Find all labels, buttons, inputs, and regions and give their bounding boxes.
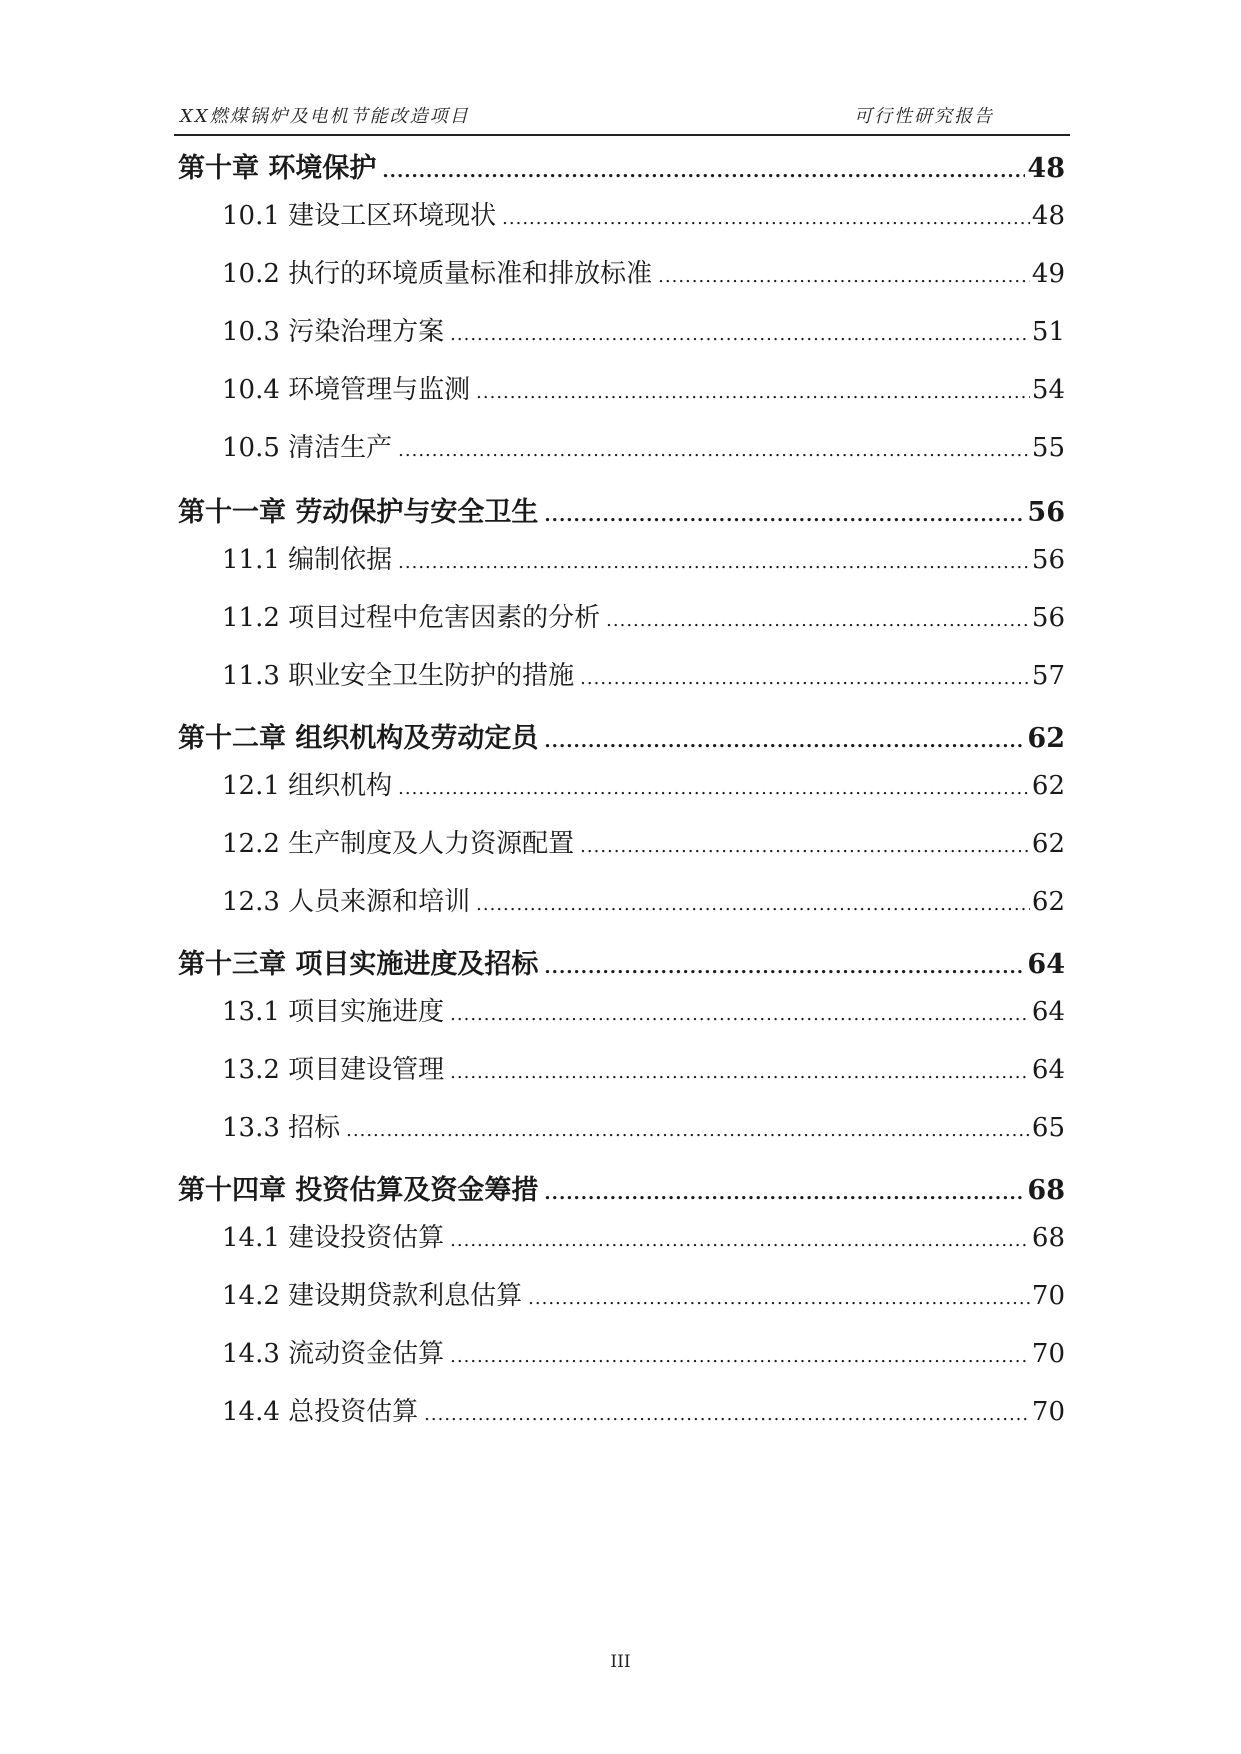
dot-leader	[606, 603, 1030, 633]
dot-leader	[502, 201, 1030, 231]
toc-section-entry[interactable]	[222, 597, 1065, 633]
toc-section-entry[interactable]	[222, 253, 1065, 289]
dot-leader	[346, 1113, 1030, 1143]
dot-leader	[450, 997, 1030, 1027]
toc-entry-page: 55	[1031, 433, 1065, 463]
toc-entry-title: 第十三章 项目实施进度及招标	[178, 949, 539, 980]
toc-entry-title: 14.1 建设投资估算	[222, 1223, 445, 1253]
toc-entry-title: 11.1 编制依据	[222, 545, 393, 575]
dot-leader	[424, 1397, 1030, 1427]
dot-leader	[398, 433, 1030, 463]
dot-leader	[476, 375, 1030, 405]
toc-chapter-entry[interactable]	[178, 942, 1065, 978]
toc-entry-title: 第十章 环境保护	[178, 153, 377, 184]
toc-entry-page: 70	[1031, 1397, 1065, 1427]
toc-entry-page: 70	[1031, 1281, 1065, 1311]
toc-entry-page: 62	[1031, 829, 1065, 859]
dot-leader	[450, 317, 1030, 347]
toc-entry-title: 13.1 项目实施进度	[222, 997, 445, 1027]
toc-entry-title: 14.2 建设期贷款利息估算	[222, 1281, 523, 1311]
toc-entry-title: 第十四章 投资估算及资金筹措	[178, 1175, 539, 1206]
toc-entry-page: 48	[1027, 153, 1065, 184]
toc-entry-page: 62	[1027, 723, 1065, 754]
toc-entry-page: 62	[1031, 887, 1065, 917]
toc-entry-page: 56	[1031, 545, 1065, 575]
toc-entry-title: 第十一章 劳动保护与安全卫生	[178, 497, 539, 528]
toc-entry-page: 64	[1031, 1055, 1065, 1085]
toc-section-entry[interactable]	[222, 765, 1065, 801]
toc-entry-title: 10.1 建设工区环境现状	[222, 201, 497, 231]
toc-entry-page: 65	[1031, 1113, 1065, 1143]
toc-entry-title: 14.3 流动资金估算	[222, 1339, 445, 1369]
toc-entry-title: 13.2 项目建设管理	[222, 1055, 445, 1085]
toc-entry-page: 64	[1031, 997, 1065, 1027]
dot-leader	[658, 259, 1030, 289]
toc-entry-title: 10.2 执行的环境质量标准和排放标准	[222, 259, 653, 289]
toc-entry-page: 51	[1031, 317, 1065, 347]
toc-entry-title: 11.3 职业安全卫生防护的措施	[222, 661, 575, 691]
toc-chapter-entry[interactable]	[178, 146, 1065, 182]
header-report-type: 可行性研究报告	[854, 106, 994, 127]
toc-entry-title: 10.5 清洁生产	[222, 433, 393, 463]
toc-section-entry[interactable]	[222, 655, 1065, 691]
toc-section-entry[interactable]	[222, 369, 1065, 405]
dot-leader	[544, 497, 1025, 528]
toc-section-entry[interactable]	[222, 195, 1065, 231]
toc-entry-title: 14.4 总投资估算	[222, 1397, 419, 1427]
toc-entry-page: 54	[1031, 375, 1065, 405]
header-project-title: XX燃煤锅炉及电机节能改造项目	[180, 106, 470, 127]
toc-entry-title: 12.3 人员来源和培训	[222, 887, 471, 917]
toc-section-entry[interactable]	[222, 823, 1065, 859]
toc-chapter-entry[interactable]	[178, 716, 1065, 752]
toc-section-entry[interactable]	[222, 1217, 1065, 1253]
toc-entry-page: 70	[1031, 1339, 1065, 1369]
toc-entry-page: 68	[1031, 1223, 1065, 1253]
toc-section-entry[interactable]	[222, 311, 1065, 347]
dot-leader	[398, 545, 1030, 575]
toc-entry-title: 13.3 招标	[222, 1113, 341, 1143]
dot-leader	[382, 153, 1025, 184]
toc-entry-page: 64	[1027, 949, 1065, 980]
toc-entry-title: 10.4 环境管理与监测	[222, 375, 471, 405]
toc-section-entry[interactable]	[222, 539, 1065, 575]
toc-entry-page: 57	[1031, 661, 1065, 691]
dot-leader	[544, 1175, 1025, 1206]
toc-section-entry[interactable]	[222, 881, 1065, 917]
toc-entry-page: 56	[1027, 497, 1065, 528]
toc-entry-page: 62	[1031, 771, 1065, 801]
toc-entry-title: 11.2 项目过程中危害因素的分析	[222, 603, 601, 633]
toc-section-entry[interactable]	[222, 1333, 1065, 1369]
toc-entry-title: 12.1 组织机构	[222, 771, 393, 801]
toc-entry-page: 68	[1027, 1175, 1065, 1206]
toc-section-entry[interactable]	[222, 1275, 1065, 1311]
dot-leader	[544, 723, 1025, 754]
dot-leader	[450, 1223, 1030, 1253]
toc-entry-title: 第十二章 组织机构及劳动定员	[178, 723, 539, 754]
toc-entry-page: 49	[1031, 259, 1065, 289]
dot-leader	[398, 771, 1030, 801]
toc-chapter-entry[interactable]	[178, 1168, 1065, 1204]
dot-leader	[544, 949, 1025, 980]
dot-leader	[476, 887, 1030, 917]
dot-leader	[450, 1339, 1030, 1369]
toc-section-entry[interactable]	[222, 1391, 1065, 1427]
toc-section-entry[interactable]	[222, 1107, 1065, 1143]
toc-entry-page: 56	[1031, 603, 1065, 633]
dot-leader	[580, 661, 1030, 691]
toc-chapter-entry[interactable]	[178, 490, 1065, 526]
running-header	[174, 100, 1070, 136]
toc-entry-title: 12.2 生产制度及人力资源配置	[222, 829, 575, 859]
toc-section-entry[interactable]	[222, 427, 1065, 463]
page-number: III	[610, 1652, 631, 1672]
toc-section-entry[interactable]	[222, 991, 1065, 1027]
dot-leader	[580, 829, 1030, 859]
toc-entry-page: 48	[1031, 201, 1065, 231]
dot-leader	[450, 1055, 1030, 1085]
dot-leader	[528, 1281, 1030, 1311]
toc-entry-title: 10.3 污染治理方案	[222, 317, 445, 347]
toc-section-entry[interactable]	[222, 1049, 1065, 1085]
